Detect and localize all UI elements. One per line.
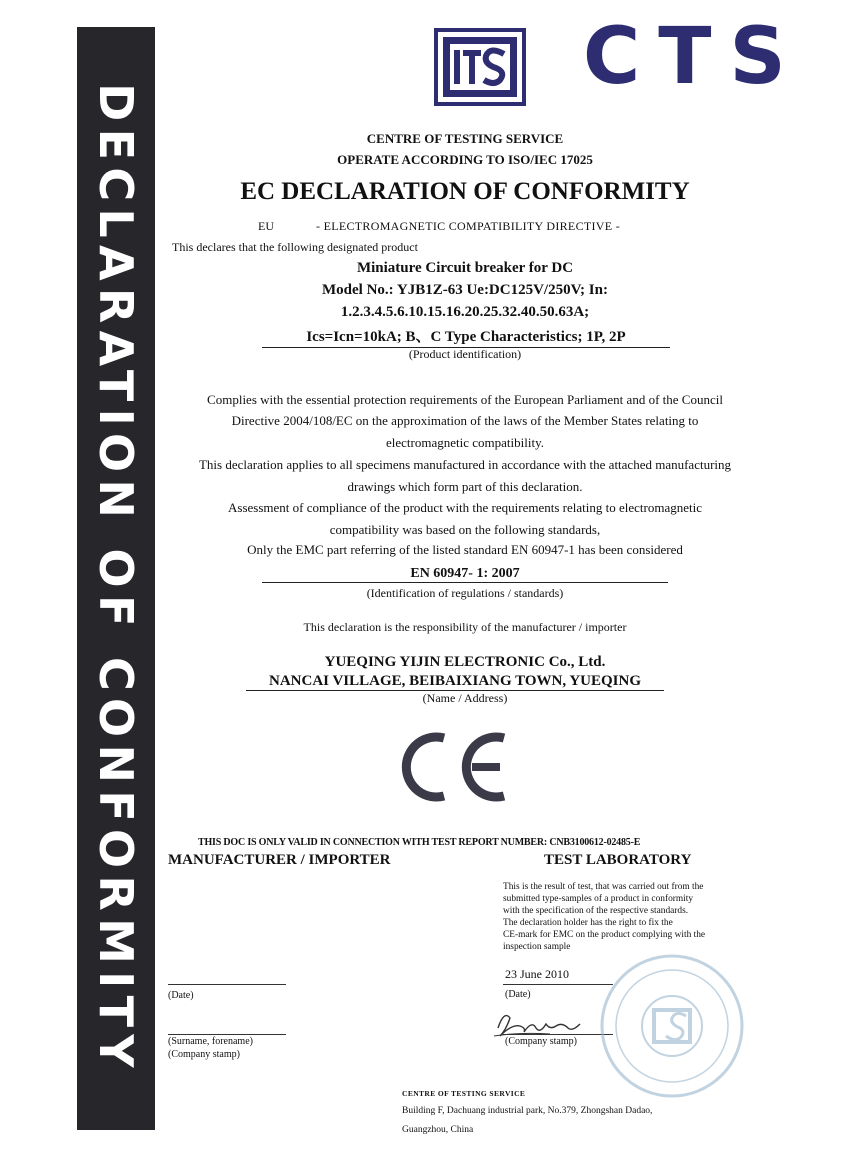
lab-date-label: (Date) (505, 989, 531, 1000)
intro-text: This declares that the following designated product (172, 240, 418, 254)
product-line2: Model No.: YJB1Z-63 Ue:DC125V/250V; In: (322, 282, 608, 298)
responsibility-text: This declaration is the responsibility of the manufacturer / importer (303, 620, 627, 634)
page-title: EC DECLARATION OF CONFORMITY (240, 178, 690, 205)
standard-caption: (Identification of regulations / standards) (366, 586, 564, 600)
body-p3c: Only the EMC part referring of the listed standard EN 60947-1 has been considered (247, 542, 683, 557)
lab-heading: TEST LABORATORY (544, 852, 692, 868)
lab-line4: The declaration holder has the right to fix the (503, 918, 673, 928)
product-line3: 1.2.3.4.5.6.10.15.16.20.25.32.40.50.63A; (340, 304, 590, 320)
left-name-label: (Surname, forename) (168, 1036, 253, 1047)
lab-line1: This is the result of test, that was carried out from the (503, 882, 704, 892)
cts-logo-icon (434, 28, 526, 106)
body-p2a: This declaration applies to all specimens manufactured in accordance with the attached manufacturing (198, 457, 732, 472)
lab-line3: with the specification of the respective standards. (503, 906, 689, 916)
ce-mark-icon (398, 732, 510, 802)
body-p3b: compatibility was based on the following standards, (329, 522, 601, 537)
lab-date-line (503, 984, 613, 985)
directive-name: - ELECTROMAGNETIC COMPATIBILITY DIRECTIVE - (316, 219, 620, 233)
official-seal-icon (598, 952, 746, 1100)
lab-line2: submitted type-samples of a product in conformity (503, 894, 694, 904)
footer-address1: Building F, Dachuang industrial park, No.379, Zhongshan Dadao, (402, 1106, 653, 1116)
name-line (168, 1034, 286, 1035)
lab-stamp-label: (Company stamp) (505, 1036, 577, 1047)
validity-text: THIS DOC IS ONLY VALID IN CONNECTION WITH TEST REPORT NUMBER: CNB3100612-02485-E (198, 837, 641, 848)
product-line1: Miniature Circuit breaker for DC (356, 260, 574, 276)
sidebar-banner (77, 27, 155, 1130)
lab-statement (503, 881, 705, 953)
left-date-label: (Date) (168, 990, 194, 1001)
manufacturer-name: YUEQING YIJIN ELECTRONIC Co., Ltd. (324, 654, 606, 670)
lab-line5: CE-mark for EMC on the product complying with the (503, 930, 706, 940)
body-p1b: Directive 2004/108/EC on the approximation of the laws of the Member States relating to (231, 413, 699, 428)
footer-org: CENTRE OF TESTING SERVICE (402, 1089, 526, 1098)
footer-address2: Guangzhou, China (402, 1125, 474, 1135)
lab-stamp-line (503, 1034, 613, 1035)
lab-date-value: 23 June 2010 (505, 967, 569, 981)
body-p2b: drawings which form part of this declaration. (347, 479, 583, 494)
body-p1c: electromagnetic compatibility. (386, 435, 544, 450)
product-caption: (Product identification) (408, 347, 522, 361)
standard-value: EN 60947- 1: 2007 (262, 566, 668, 583)
body-p1a: Complies with the essential protection requirements of the European Parliament and of the Council (207, 392, 723, 407)
manufacturer-heading: MANUFACTURER / IMPORTER (168, 852, 391, 868)
sidebar-title: DECLARATION OF CONFORMITY (89, 82, 143, 1075)
header-line1: CENTRE OF TESTING SERVICE (366, 131, 564, 146)
cts-wordmark: CTS (583, 12, 804, 102)
lab-line6: inspection sample (503, 942, 571, 952)
manufacturer-caption: (Name / Address) (422, 691, 508, 705)
product-line4: Ics=Icn=10kA; B、C Type Characteristics; 1P, 2P (262, 325, 670, 348)
header-line2: OPERATE ACCORDING TO ISO/IEC 17025 (337, 152, 593, 167)
directive-prefix: EU (258, 219, 274, 233)
left-stamp-label: (Company stamp) (168, 1049, 240, 1060)
date-line (168, 984, 286, 985)
manufacturer-address: NANCAI VILLAGE, BEIBAIXIANG TOWN, YUEQING (246, 673, 664, 691)
body-p3a: Assessment of compliance of the product with the requirements relating to electromagnetic (228, 500, 702, 515)
